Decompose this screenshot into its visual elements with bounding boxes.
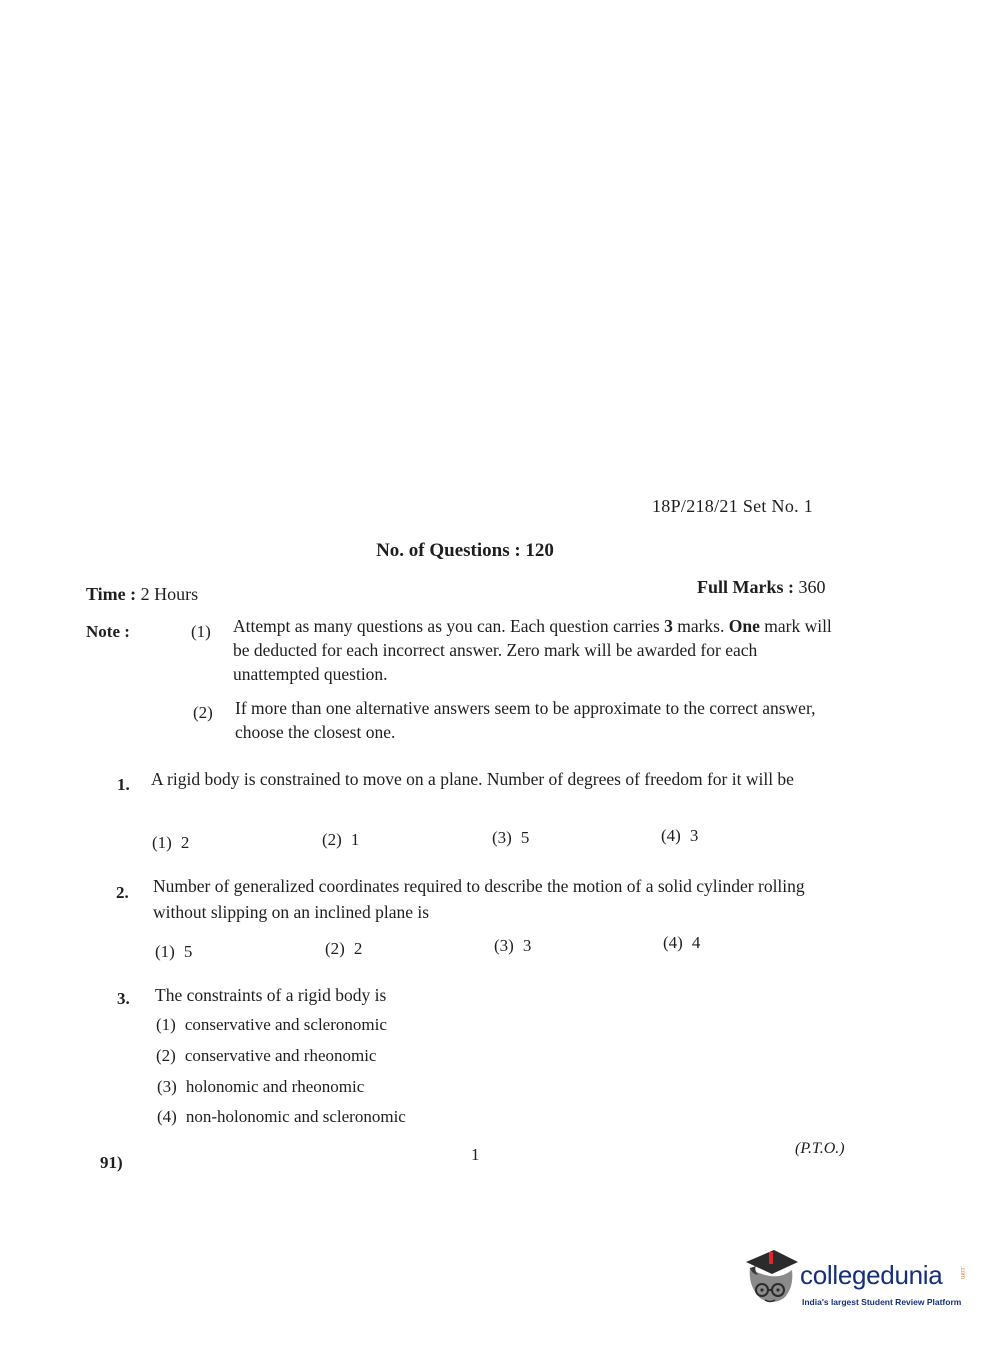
- option-text: conservative and scleronomic: [184, 1015, 387, 1034]
- option: [494, 936, 531, 956]
- note-item-number: (2): [193, 703, 213, 722]
- note-item-number: (1): [191, 622, 211, 641]
- option: [155, 942, 192, 962]
- option-text: 2: [353, 939, 363, 958]
- option-text: conservative and rheonomic: [184, 1046, 377, 1065]
- option: [152, 833, 189, 853]
- option-number: (4): [663, 933, 683, 952]
- option: [156, 1046, 376, 1066]
- option-number: (3): [492, 828, 512, 847]
- option-text: 3: [689, 826, 699, 845]
- question-number: 1.: [117, 775, 130, 794]
- number-of-questions: No. of Questions : 120: [376, 540, 554, 561]
- logo-wordmark: collegedunia: [800, 1260, 943, 1290]
- option-number: (3): [494, 936, 514, 955]
- question-text: Number of generalized coordinates required to describe the motion of a solid cylinder rolling without slipping on an inclined plane is: [153, 876, 805, 922]
- option-text: 4: [691, 933, 701, 952]
- time-label: Time :: [86, 584, 137, 604]
- option: [157, 1107, 406, 1127]
- logo-tagline: India's largest Student Review Platform: [802, 1297, 962, 1307]
- full-marks-value: 360: [794, 577, 826, 597]
- option: [156, 1015, 387, 1035]
- mascot-icon: [742, 1248, 800, 1318]
- note-text-bold: 3: [664, 616, 673, 636]
- question-text: The constraints of a rigid body is: [155, 985, 387, 1005]
- option-text: 5: [183, 942, 193, 961]
- note-text-part: Attempt as many questions as you can. Each question carries: [233, 616, 665, 636]
- full-marks-label: Full Marks :: [697, 577, 794, 597]
- note-label: Note :: [86, 622, 130, 641]
- option-text: non-holonomic and scleronomic: [185, 1107, 406, 1126]
- logo-domain: .com: [959, 1266, 965, 1280]
- option: [325, 939, 362, 959]
- option-number: (2): [156, 1046, 176, 1065]
- full-marks: [697, 577, 826, 598]
- option: [661, 826, 698, 846]
- note-text-part: marks.: [672, 616, 729, 636]
- question-text: A rigid body is constrained to move on a plane. Number of degrees of freedom for it will be: [151, 769, 794, 789]
- note-text-bold: One: [728, 616, 760, 636]
- option-number: (4): [661, 826, 681, 845]
- option-text: 1: [350, 830, 360, 849]
- note-item-text: [233, 614, 848, 686]
- note-text-part: mark will be deducted for each incorrect answer. Zero mark will be awarded for each unattempted question.: [233, 616, 832, 684]
- page-number: 1: [471, 1145, 480, 1164]
- option-text: 2: [180, 833, 190, 852]
- option: [157, 1077, 364, 1097]
- option: [492, 828, 529, 848]
- time-value: 2 Hours: [136, 584, 199, 604]
- option-number: (1): [156, 1015, 176, 1034]
- option-number: (2): [325, 939, 345, 958]
- option: [663, 933, 700, 953]
- option-number: (2): [322, 830, 342, 849]
- option-text: 3: [522, 936, 532, 955]
- please-turn-over: (P.T.O.): [795, 1140, 845, 1157]
- option: [322, 830, 359, 850]
- collegedunia-logo: [742, 1248, 972, 1318]
- set-number: 18P/218/21 Set No. 1: [652, 496, 814, 516]
- option-number: (1): [152, 833, 172, 852]
- option-number: (4): [157, 1107, 177, 1126]
- option-text: 5: [520, 828, 530, 847]
- paper-code: 91): [100, 1153, 123, 1172]
- option-number: (1): [155, 942, 175, 961]
- note-item-text: If more than one alternative answers seem to be approximate to the correct answer, choose the closest one.: [235, 698, 816, 742]
- question-number: 2.: [116, 883, 129, 902]
- option-number: (3): [157, 1077, 177, 1096]
- option-text: holonomic and rheonomic: [185, 1077, 365, 1096]
- time-allowed: [86, 584, 198, 605]
- question-number: 3.: [117, 989, 130, 1008]
